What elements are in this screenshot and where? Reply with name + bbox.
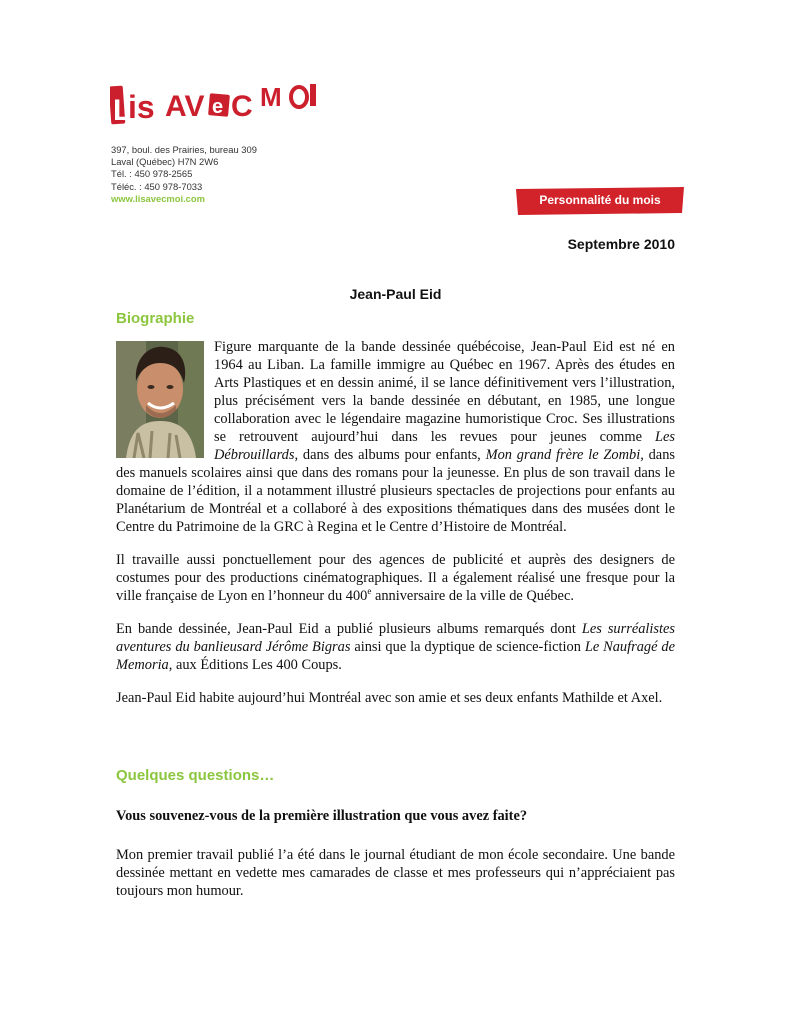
bio-paragraph-2: [116, 551, 675, 605]
biography-text: [116, 338, 675, 707]
bio-paragraph-4: Jean-Paul Eid habite aujourd’hui Montréal avec son amie et ses deux enfants Mathilde et Axel.: [116, 690, 663, 706]
questions-heading: Quelques questions…: [116, 767, 275, 784]
biography-heading: Biographie: [116, 310, 195, 327]
bio-p2-text-a: Il travaille aussi ponctuellement pour des agences de publicité et auprès des designers de costumes pour des productions cinématographiques. Il a également réalisé une fresque pour la ville française de Lyon en l’honneur du 400: [116, 552, 675, 604]
svg-text:is: is: [128, 89, 155, 125]
bio-p3-text-b: ainsi que la dyptique de science-fiction: [350, 639, 585, 655]
bio-p2-text-b: anniversaire de la ville de Québec.: [371, 588, 574, 604]
svg-text:C: C: [231, 90, 253, 123]
issue-date: Septembre 2010: [567, 236, 675, 252]
phone: Tél. : 450 978-2565: [111, 168, 193, 180]
address-line2: Laval (Québec) H7N 2W6: [111, 156, 219, 168]
magazine-title-debrouillards: Les Débrouillards: [214, 429, 675, 463]
personality-ribbon: [516, 187, 686, 215]
bio-p1-text-a: Figure marquante de la bande dessinée québécoise, Jean-Paul Eid est né en 1964 au Liban. La famille immigre au Québec en 1967. Après des études en Arts Plastiques et en dessin animé, il se lance définitivement vers l’illustration, plus précisément vers la bande dessinée en débutant, en 1985, une longue collaboration avec le légendaire magazine humoristique Croc. Ses illustrations se retrouvent aujourd’hui dans les revues pour jeunes comme: [214, 339, 675, 445]
ribbon-label: Personnalité du mois: [539, 193, 661, 207]
logo: [110, 80, 330, 132]
bio-p1-text-b: , dans des albums pour enfants,: [294, 447, 486, 463]
address-block: [111, 144, 257, 205]
website-link[interactable]: www.lisavecmoi.com: [111, 192, 205, 204]
bio-paragraph-3: [116, 620, 675, 674]
lis-avec-moi-logo: [110, 80, 330, 132]
fax: Téléc. : 450 978-7033: [111, 180, 203, 192]
ordinal-superscript: e: [367, 586, 372, 597]
bio-p3-text-a: En bande dessinée, Jean-Paul Eid a publié plusieurs albums remarqués dont: [116, 621, 582, 637]
bio-p1-text-c: , dans des manuels scolaires ainsi que dans des romans pour la jeunesse. En plus de son travail dans le domaine de l’édition, il a notamment illustré plusieurs spectacles de projections pour enfants au Planétarium de Montréal et a collaboré à des expositions thématiques dans des musées dont le Centre du Patrimoine de la GRC à Regina et le Centre d’Histoire de Montréal.: [116, 447, 675, 535]
answer-1: Mon premier travail publié l’a été dans le journal étudiant de mon école secondaire. Une bande dessinée mettant en vedette mes camarades de classe et mes professeurs qui n’appréciaient pas toujours mon humour.: [116, 847, 675, 899]
bio-p3-text-c: , aux Éditions Les 400 Coups.: [168, 657, 342, 673]
book-title-zombi: Mon grand frère le Zombi: [485, 447, 641, 463]
svg-text:L: L: [113, 94, 132, 127]
svg-text:e: e: [212, 96, 224, 118]
question-1: Vous souvenez-vous de la première illustration que vous avez faite?: [116, 808, 528, 824]
book-title-bigras: Les surréalistes aventures du banlieusard Jérôme Bigras: [116, 621, 675, 655]
book-title-memoria: Le Naufragé de Memoria: [116, 639, 675, 673]
svg-text:AV: AV: [165, 90, 205, 123]
person-name: Jean-Paul Eid: [349, 286, 442, 302]
address-line1: 397, boul. des Prairies, bureau 309: [111, 144, 257, 155]
svg-text:M: M: [260, 82, 282, 112]
